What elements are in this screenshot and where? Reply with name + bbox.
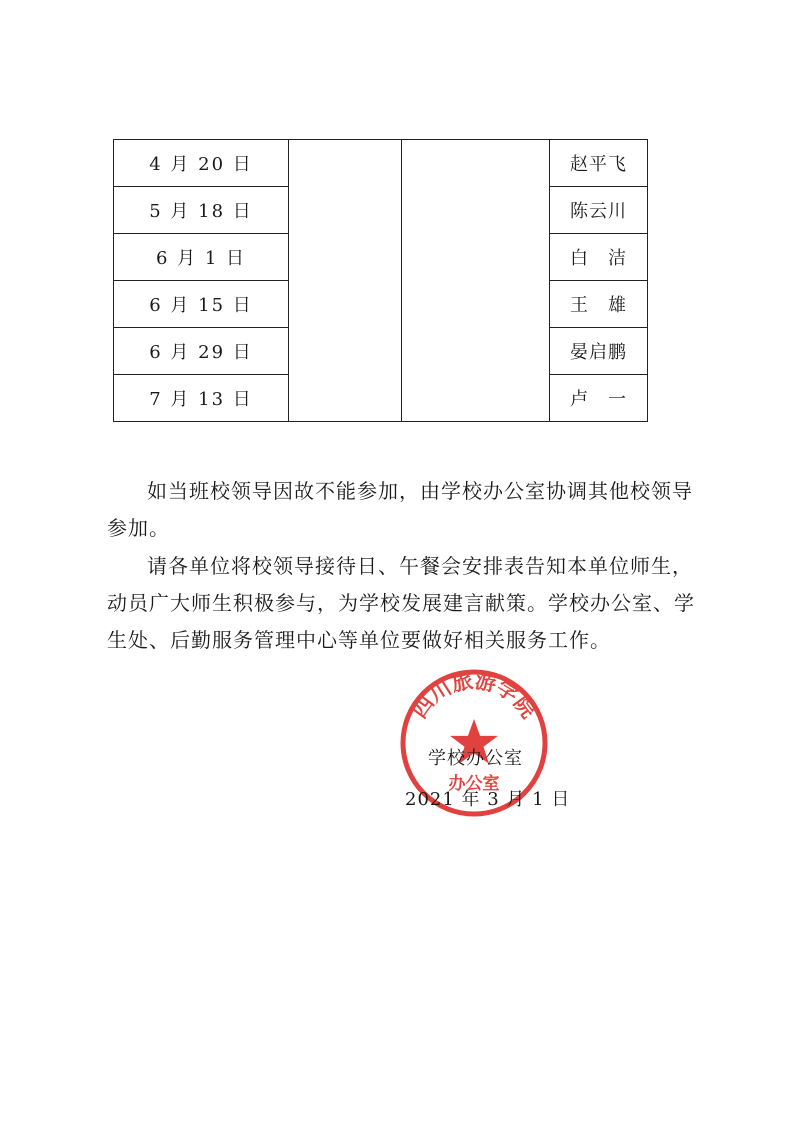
merged-blank-cell [289, 140, 402, 422]
schedule-date: 7 月 13 日 [114, 375, 289, 422]
body-paragraph: 请各单位将校领导接待日、午餐会安排表告知本单位师生，动员广大师生积极参与，为学校发展建言献策。学校办公室、学生处、后勤服务管理中心等单位要做好相关服务工作。 [107, 554, 695, 652]
leader-name: 晏启鹏 [550, 328, 648, 375]
schedule-date: 4 月 20 日 [114, 140, 289, 187]
leader-name: 陈云川 [550, 187, 648, 234]
leader-name: 白 洁 [550, 234, 648, 281]
signature-date: 2021 年 3 月 1 日 [405, 789, 571, 810]
schedule-date: 6 月 29 日 [114, 328, 289, 375]
seal-text: 四川旅游学院 [407, 668, 541, 723]
body-paragraph: 如当班校领导因故不能参加，由学校办公室协调其他校领导参加。 [107, 479, 693, 540]
leader-name: 赵平飞 [550, 140, 648, 187]
table-row [114, 140, 648, 187]
seal-subtext: 办公室 [448, 774, 500, 794]
signature-organization: 学校办公室 [428, 748, 523, 769]
schedule-date: 5 月 18 日 [114, 187, 289, 234]
reception-schedule-table [113, 139, 648, 422]
leader-name: 王 雄 [550, 281, 648, 328]
leader-name: 卢 一 [550, 375, 648, 422]
schedule-date: 6 月 15 日 [114, 281, 289, 328]
merged-blank-cell [402, 140, 550, 422]
schedule-date: 6 月 1 日 [114, 234, 289, 281]
schedule-body [114, 140, 648, 422]
